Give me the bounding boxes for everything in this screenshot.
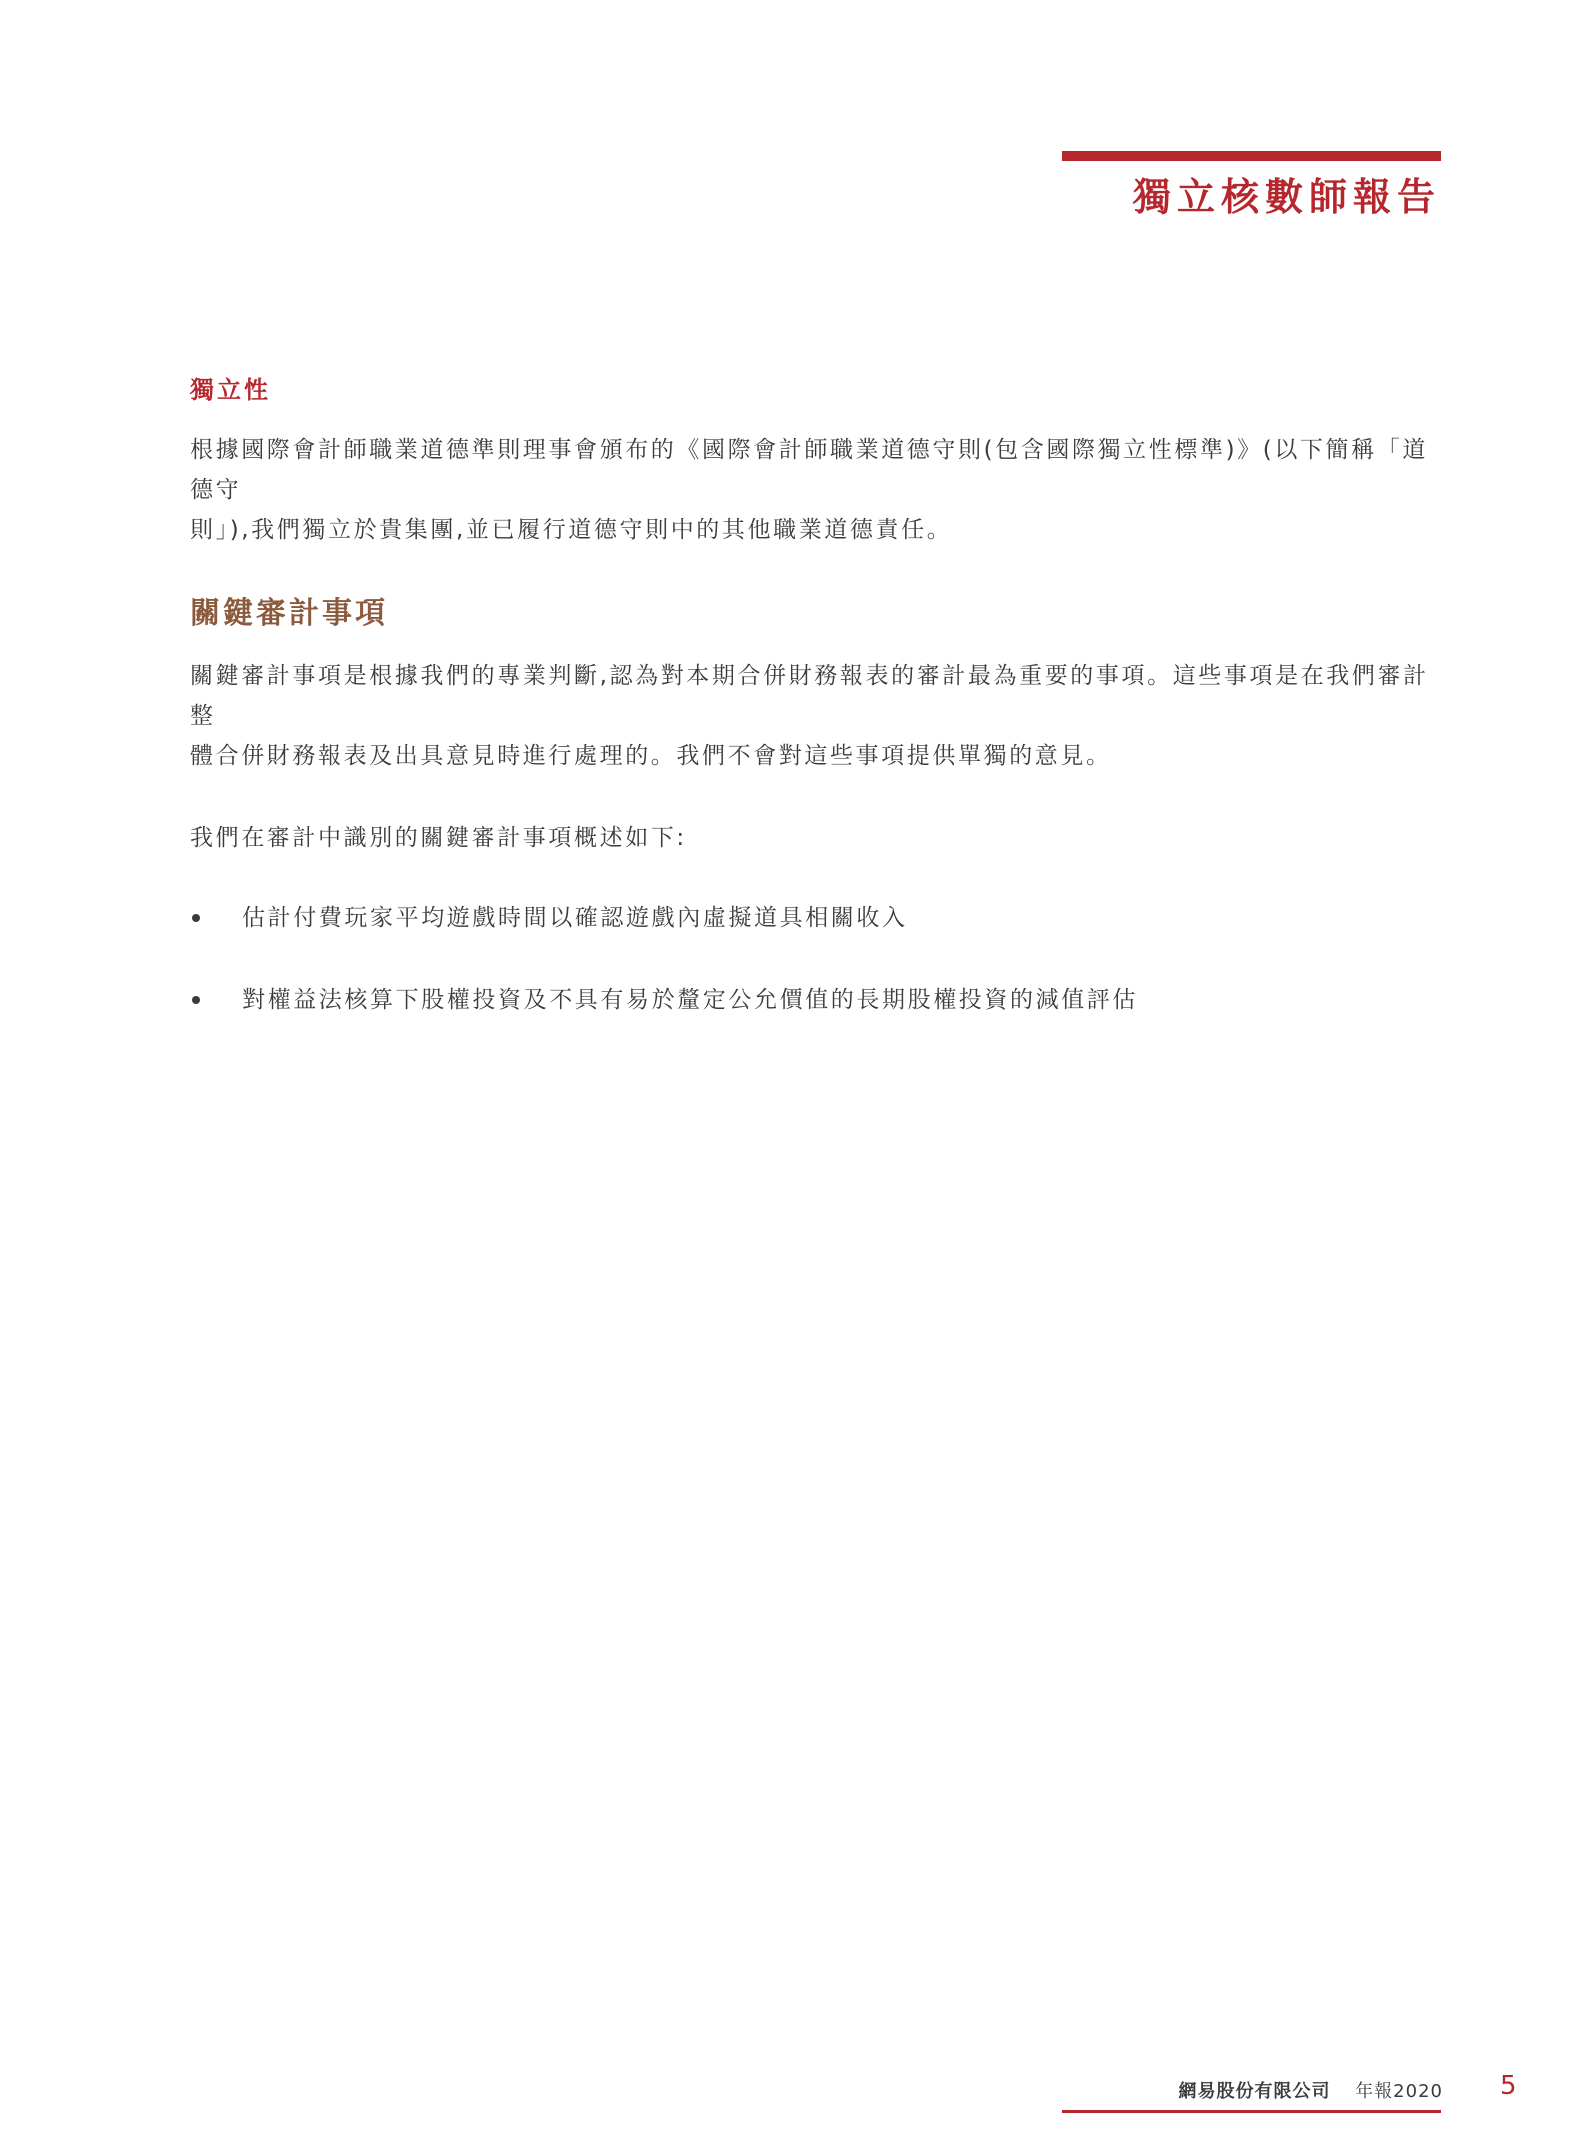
page-title: 獨立核數師報告 <box>1132 175 1441 219</box>
page-number: 5 <box>1500 2071 1517 2101</box>
independence-paragraph-line: 根據國際會計師職業道德準則理事會頒布的《國際會計師職業道德守則(包含國際獨立性標準)》(以下簡稱「道德守 <box>190 437 1428 503</box>
key-audit-matters-paragraph-line: 關鍵審計事項是根據我們的專業判斷,認為對本期合併財務報表的審計最為重要的事項。這些事項是在我們審計整 <box>190 663 1429 729</box>
independence-paragraph <box>190 430 1442 550</box>
key-audit-matters-paragraph-line: 體合併財務報表及出具意見時進行處理的。我們不會對這些事項提供單獨的意見。 <box>190 743 1112 769</box>
footer <box>1178 2078 1443 2106</box>
bullet-icon <box>192 914 200 922</box>
report-body <box>190 372 1442 1062</box>
footer-company-name: 網易股份有限公司 <box>1178 2081 1331 2102</box>
list-item-text: 估計付費玩家平均遊戲時間以確認遊戲內虛擬道具相關收入 <box>242 905 908 931</box>
list-item-text: 對權益法核算下股權投資及不具有易於釐定公允價值的長期股權投資的減值評估 <box>242 987 1138 1013</box>
key-audit-matters-intro: 我們在審計中識別的關鍵審計事項概述如下: <box>190 825 687 851</box>
key-audit-matters-list <box>190 898 1442 1020</box>
independence-paragraph-line: 則」),我們獨立於貴集團,並已履行道德守則中的其他職業道德責任。 <box>190 517 953 543</box>
list-item <box>190 898 1442 938</box>
footer-rule <box>1062 2110 1441 2113</box>
key-audit-matters-paragraph <box>190 656 1442 776</box>
footer-report-name: 年報2020 <box>1355 2081 1443 2102</box>
key-audit-matters-heading: 關鍵審計事項 <box>190 596 388 631</box>
bullet-icon <box>192 996 200 1004</box>
list-item <box>190 980 1442 1020</box>
independence-heading: 獨立性 <box>190 376 271 404</box>
header-rule <box>1062 151 1441 161</box>
